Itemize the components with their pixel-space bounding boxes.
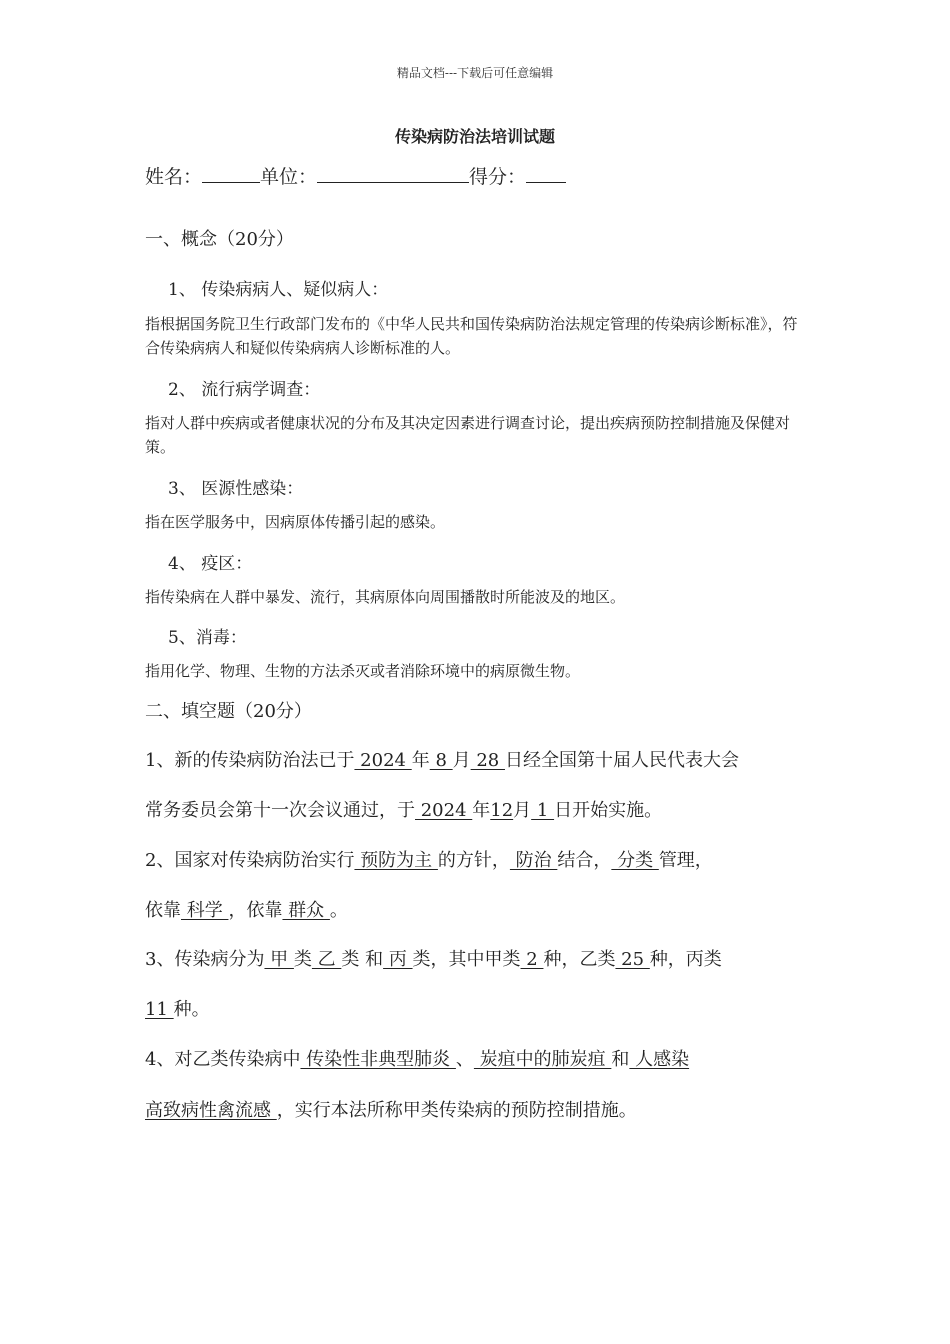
definition-4: 指传染病在人群中暴发、流行，其病原体向周围播散时所能波及的地区。	[145, 588, 626, 606]
definition-3: 指在医学服务中，因病原体传播引起的感染。	[145, 513, 446, 531]
answer-class-c-count: 11	[145, 999, 174, 1020]
question-1-line-1: 1、新的传染病防治法已于 2024 年 8 月 28 日经全国第十届人民代表大会	[145, 750, 739, 771]
score-blank	[526, 164, 566, 183]
answer-avian-flu-part2: 高致病性禽流感	[145, 1100, 277, 1121]
question-4-line-2: 高致病性禽流感 ，实行本法所称甲类传染病的预防控制措施。	[145, 1100, 637, 1121]
question-2-line-1: 2、国家对传染病防治实行 预防为主 的方针， 防治 结合， 分类 管理，	[145, 850, 713, 871]
section2-heading: 二、填空题（20分）	[145, 701, 312, 722]
name-label: 姓名：	[145, 166, 203, 188]
answer-science: 科学	[181, 900, 229, 921]
definition-1: 指根据国务院卫生行政部门发布的《中华人民共和国传染病防治法规定管理的传染病诊断标准》，符合传染病病人和疑似传染病病人诊断标准的人。	[145, 315, 798, 357]
question-4-line-1: 4、对乙类传染病中 传染性非典型肺炎 、 炭疽中的肺炭疽 和 人感染	[145, 1049, 690, 1070]
answer-effective-year: 2024	[415, 800, 473, 821]
name-blank	[202, 164, 260, 183]
answer-class-a-count: 2	[520, 949, 544, 970]
section1-heading: 一、概念（20分）	[145, 229, 294, 250]
answer-combine: 防治	[509, 850, 558, 871]
answer-anthrax: 炭疽中的肺炭疽	[473, 1049, 612, 1070]
term-4: 4、 疫区：	[168, 554, 253, 574]
definition-2: 指对人群中疾病或者健康状况的分布及其决定因素进行调查讨论，提出疾病预防控制措施及保健对策。	[145, 414, 791, 456]
info-line	[145, 162, 566, 189]
answer-masses: 群众	[282, 900, 330, 921]
answer-sars: 传染性非典型肺炎	[300, 1049, 456, 1070]
question-3-line-2: 11 种。	[145, 999, 210, 1020]
answer-class-b: 乙	[311, 949, 342, 970]
question-2-line-2: 依靠 科学 ，依靠 群众 。	[145, 900, 348, 921]
score-label: 得分：	[469, 166, 527, 188]
answer-effective-month: 12	[490, 800, 514, 821]
question-1-line-2: 常务委员会第十一次会议通过，于 2024 年12月 1 日开始实施。	[145, 800, 663, 821]
term-3: 3、 医源性感染：	[168, 479, 304, 499]
answer-year: 2024	[354, 750, 412, 771]
term-5: 5、消毒：	[168, 628, 247, 648]
answer-manage: 分类	[611, 850, 659, 871]
definition-5: 指用化学、物理、生物的方法杀灭或者消除环境中的病原微生物。	[145, 662, 581, 680]
term-1: 1、 传染病病人、疑似病人：	[168, 280, 389, 300]
answer-avian-flu-part1: 人感染	[629, 1049, 690, 1070]
answer-day: 28	[470, 750, 505, 771]
answer-policy: 预防为主	[354, 850, 438, 871]
answer-class-a: 甲	[264, 949, 294, 970]
document-title: 传染病防治法培训试题	[394, 127, 555, 146]
term-2: 2、 流行病学调查：	[168, 380, 321, 400]
answer-class-c: 丙	[383, 949, 413, 970]
unit-blank	[317, 164, 469, 183]
answer-effective-day: 1	[531, 800, 555, 821]
page-header: 精品文档---下载后可任意编辑	[396, 66, 554, 80]
unit-label: 单位：	[260, 166, 318, 188]
answer-month: 8	[429, 750, 453, 771]
answer-class-b-count: 25	[615, 949, 650, 970]
question-3-line-1: 3、传染病分为 甲 类 乙 类 和 丙 类，其中甲类 2 种，乙类 25 种，丙类	[145, 949, 722, 970]
